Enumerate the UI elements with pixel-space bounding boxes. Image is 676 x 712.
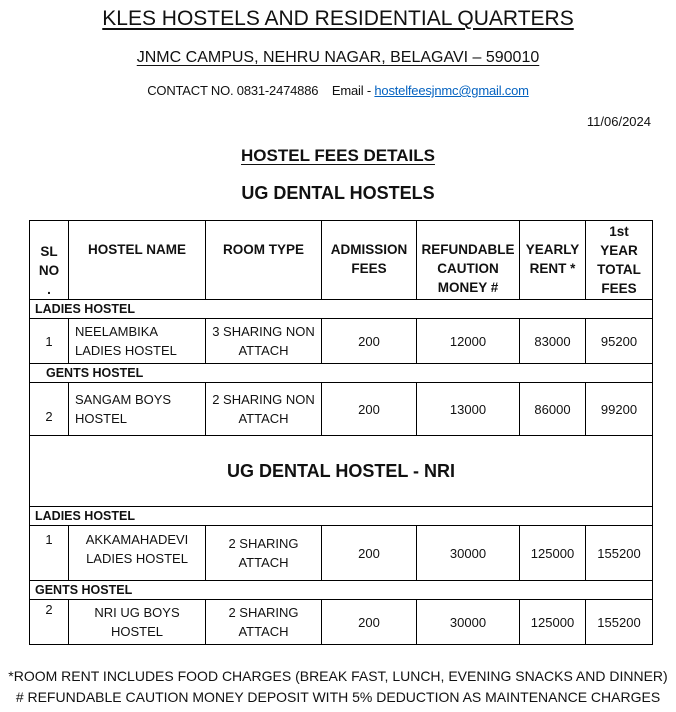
address [0,49,676,67]
cell-caution: 30000 [417,526,520,581]
cell-admission: 200 [322,383,417,436]
cell-caution: 12000 [417,319,520,364]
email-label: Email - [331,83,371,98]
cell-text: LADIES HOSTEL [75,343,177,358]
cell-room-type [206,383,322,436]
footnote-room-rent: *ROOM RENT INCLUDES FOOD CHARGES (BREAK FAST, LUNCH, EVENING SNACKS AND DINNER) [8,668,668,684]
nri-section-title-row [30,436,653,507]
col-hostel-name: HOSTEL NAME [69,221,206,300]
col-caution-money [417,221,520,300]
cell-hostel-name [69,526,206,581]
cell-sl: 1 [30,319,69,364]
cell-text: ATTACH [238,555,289,570]
fees-table [29,220,653,645]
table-row [30,319,653,364]
cell-text: 2 SHARING NON [212,392,315,407]
header-text: 1st [609,224,629,239]
cell-hostel-name [69,383,206,436]
section-label: LADIES HOSTEL [30,300,653,319]
col-room-type: ROOM TYPE [206,221,322,300]
table-header-row [30,221,653,300]
email-link[interactable]: hostelfeesjnmc@gmail.com [374,83,529,98]
section-row-gents [30,581,653,600]
section-label: GENTS HOSTEL [30,364,653,383]
nri-section-title: UG DENTAL HOSTEL - NRI [30,436,653,507]
table-row [30,600,653,645]
cell-room-type [206,600,322,645]
cell-text: ATTACH [238,343,289,358]
header-text: MONEY # [437,280,499,295]
cell-total: 99200 [586,383,653,436]
cell-hostel-name [69,319,206,364]
header-text: . [47,282,51,297]
section-row-gents [30,364,653,383]
cell-sl: 2 [30,383,69,436]
cell-text: ATTACH [238,624,289,639]
cell-caution: 30000 [417,600,520,645]
cell-text: NEELAMBIKA [75,324,159,339]
col-sl-no [30,221,69,300]
cell-admission: 200 [322,526,417,581]
cell-rent: 83000 [520,319,586,364]
contact-line [0,83,676,98]
cell-text: SANGAM BOYS [75,392,172,407]
header-text: REFUNDABLE [421,242,515,257]
cell-sl: 1 [30,526,69,581]
header-text: NO [38,263,60,278]
cell-sl: 2 [30,600,69,645]
cell-text: ATTACH [238,411,289,426]
header-text: TOTAL [597,262,641,277]
cell-room-type [206,319,322,364]
cell-text: 3 SHARING NON [212,324,315,339]
fees-title [0,146,676,166]
table-row [30,526,653,581]
header-text: SL [40,244,58,259]
page-title [0,7,676,31]
cell-admission: 200 [322,319,417,364]
ug-section-title: UG DENTAL HOSTELS [241,183,435,203]
contact-number: CONTACT NO. 0831-2474886 [147,83,319,98]
fees-title-text: HOSTEL FEES DETAILS [241,146,435,165]
cell-total: 95200 [586,319,653,364]
document-date: 11/06/2024 [586,114,651,129]
header-text: CAUTION [437,261,499,276]
title-text: KLES HOSTELS AND RESIDENTIAL QUARTERS [102,7,574,30]
header-text: ADMISSION [330,242,408,257]
cell-text: 2 SHARING [228,605,299,620]
cell-rent: 86000 [520,383,586,436]
cell-text: 2 SHARING [228,536,299,551]
section-label: LADIES HOSTEL [30,507,653,526]
header-text: FEES [351,261,387,276]
col-admission-fees [322,221,417,300]
header-text: YEARLY [525,242,580,257]
cell-rent: 125000 [520,526,586,581]
cell-rent: 125000 [520,600,586,645]
table-row [30,383,653,436]
cell-text: HOSTEL [110,624,163,639]
col-total-fees [586,221,653,300]
cell-caution: 13000 [417,383,520,436]
cell-total: 155200 [586,526,653,581]
cell-admission: 200 [322,600,417,645]
section-label: GENTS HOSTEL [30,581,653,600]
footnote-caution-money: # REFUNDABLE CAUTION MONEY DEPOSIT WITH 5% DEDUCTION AS MAINTENANCE CHARGES [15,689,661,705]
cell-text: NRI UG BOYS [94,605,180,620]
section-row-ladies [30,507,653,526]
header-text: RENT * [529,261,576,276]
cell-hostel-name [69,600,206,645]
footnotes [0,666,676,708]
cell-text: LADIES HOSTEL [86,551,188,566]
cell-total: 155200 [586,600,653,645]
cell-text: HOSTEL [75,411,128,426]
col-yearly-rent [520,221,586,300]
address-text: JNMC CAMPUS, NEHRU NAGAR, BELAGAVI – 590010 [136,49,540,66]
section-row-ladies [30,300,653,319]
cell-room-type [206,526,322,581]
header-text: FEES [601,281,637,296]
header-text: YEAR [600,243,638,258]
cell-text: AKKAMAHADEVI [85,532,189,547]
